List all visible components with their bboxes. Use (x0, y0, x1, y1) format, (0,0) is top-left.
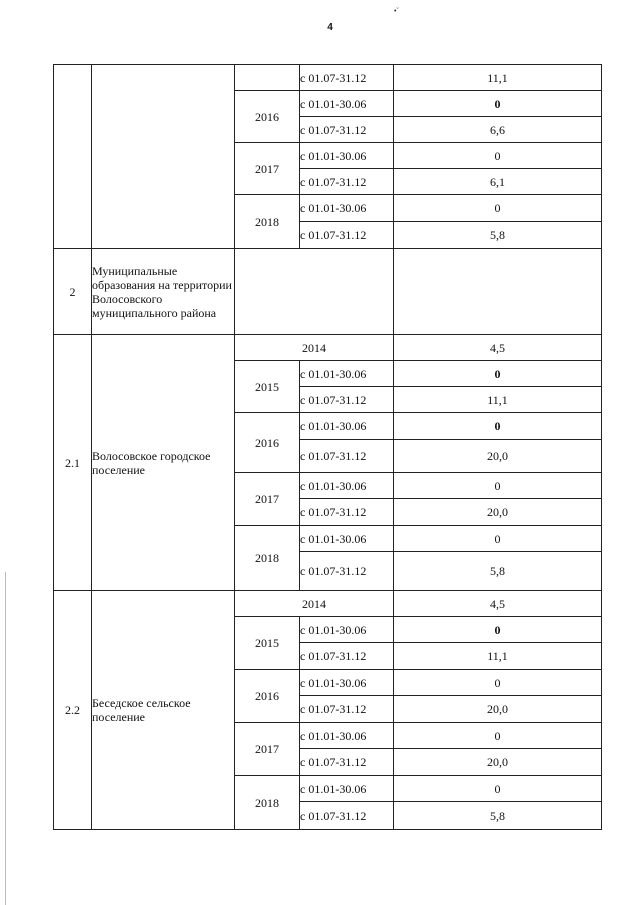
value-cell: 6,1 (394, 169, 602, 195)
period-cell: с 01.07-31.12 (300, 499, 394, 526)
value-cell: 11,1 (394, 387, 602, 413)
period-cell: с 01.07-31.12 (300, 169, 394, 195)
period-cell: с 01.07-31.12 (300, 440, 394, 473)
value-cell: 5,8 (394, 552, 602, 591)
year-cell: 2014 (235, 335, 394, 361)
period-cell: с 01.01-30.06 (300, 143, 394, 169)
year-cell: 2018 (235, 195, 300, 249)
period-cell: с 01.07-31.12 (300, 552, 394, 591)
value-cell: 0 (394, 670, 602, 696)
year-cell: 2016 (235, 670, 300, 723)
period-cell: с 01.01-30.06 (300, 413, 394, 440)
value-cell: 0 (394, 526, 602, 552)
period-cell: с 01.01-30.06 (300, 361, 394, 387)
year-cell: 2014 (235, 591, 394, 617)
table-row (54, 591, 602, 617)
year-cell: 2017 (235, 473, 300, 526)
empty-cell (394, 249, 602, 335)
period-cell: с 01.07-31.12 (300, 387, 394, 413)
value-cell: 20,0 (394, 696, 602, 723)
continuation-name-cell (92, 65, 235, 249)
period-cell: с 01.07-31.12 (300, 696, 394, 723)
table-row (54, 65, 602, 91)
value-cell: 4,5 (394, 591, 602, 617)
period-cell: с 01.01-30.06 (300, 617, 394, 643)
value-cell: 5,8 (394, 802, 602, 830)
period-cell: с 01.01-30.06 (300, 91, 394, 117)
value-cell: 11,1 (394, 65, 602, 91)
value-cell: 0 (394, 195, 602, 222)
period-cell: с 01.01-30.06 (300, 776, 394, 802)
section-number: 2.2 (54, 591, 92, 830)
period-cell: с 01.07-31.12 (300, 222, 394, 249)
period-cell: с 01.07-31.12 (300, 802, 394, 830)
value-cell: 4,5 (394, 335, 602, 361)
scan-edge-line (5, 572, 6, 905)
tariff-table (53, 64, 602, 830)
value-cell: 20,0 (394, 499, 602, 526)
value-cell: 0 (394, 361, 602, 387)
section-number: 2.1 (54, 335, 92, 591)
year-cell: 2017 (235, 143, 300, 195)
year-cell: 2018 (235, 776, 300, 830)
period-cell: с 01.07-31.12 (300, 65, 394, 91)
period-cell: с 01.01-30.06 (300, 670, 394, 696)
value-cell: 11,1 (394, 643, 602, 670)
section-name: Волосовское городское поселение (92, 335, 235, 591)
value-cell: 0 (394, 723, 602, 749)
value-cell: 0 (394, 143, 602, 169)
empty-cell (235, 249, 394, 335)
year-cell: 2017 (235, 723, 300, 776)
scan-speck: •ˇ (394, 8, 399, 15)
year-cell: 2016 (235, 413, 300, 473)
value-cell: 0 (394, 617, 602, 643)
section-name: Беседское сельское поселение (92, 591, 235, 830)
value-cell: 20,0 (394, 440, 602, 473)
value-cell: 0 (394, 413, 602, 440)
value-cell: 20,0 (394, 749, 602, 776)
section-name: Муниципальные образования на территории Волосовского муниципального района (92, 249, 235, 335)
period-cell: с 01.01-30.06 (300, 473, 394, 499)
value-cell: 6,6 (394, 117, 602, 143)
value-cell: 0 (394, 776, 602, 802)
period-cell: с 01.01-30.06 (300, 195, 394, 222)
year-cell: 2018 (235, 526, 300, 591)
period-cell: с 01.01-30.06 (300, 526, 394, 552)
continuation-num-cell (54, 65, 92, 249)
section-number: 2 (54, 249, 92, 335)
period-cell: с 01.01-30.06 (300, 723, 394, 749)
period-cell: с 01.07-31.12 (300, 749, 394, 776)
period-cell: с 01.07-31.12 (300, 117, 394, 143)
year-cell: 2016 (235, 91, 300, 143)
year-cell: 2015 (235, 361, 300, 413)
value-cell: 0 (394, 473, 602, 499)
page-number: 4 (327, 22, 333, 33)
value-cell: 0 (394, 91, 602, 117)
value-cell: 5,8 (394, 222, 602, 249)
period-cell: с 01.07-31.12 (300, 643, 394, 670)
table-row (54, 335, 602, 361)
year-cell: 2015 (235, 617, 300, 670)
year-cell (235, 65, 300, 91)
section-header-row (54, 249, 602, 335)
